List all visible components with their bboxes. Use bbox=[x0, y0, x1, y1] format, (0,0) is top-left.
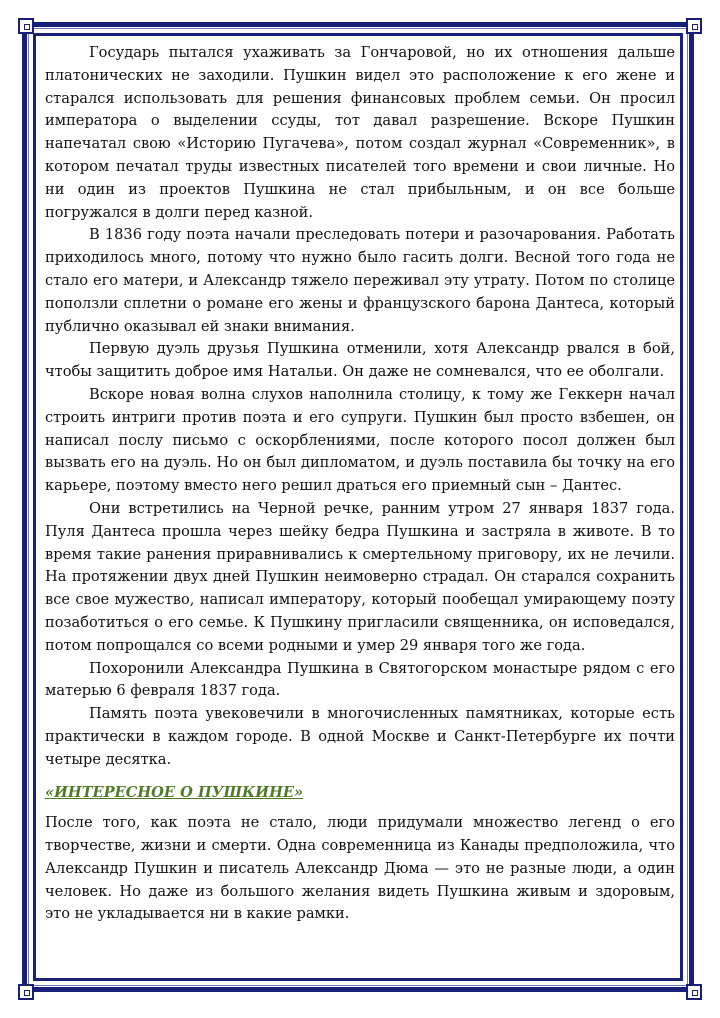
corner-ornament-bottom-left bbox=[18, 984, 34, 1000]
paragraph-burial: Похоронили Александра Пушкина в Святогорском монастыре рядом с его матерью 6 февраля 1837 года. bbox=[45, 659, 675, 700]
paragraph-first-duel: Первую дуэль друзья Пушкина отменили, хотя Александр рвался в бой, чтобы защитить доброе имя Натальи. Он даже не сомневался, что ее оболгали. bbox=[45, 340, 675, 381]
corner-ornament-bottom-right bbox=[686, 984, 702, 1000]
section-heading: «ИНТЕРЕСНОЕ О ПУШКИНЕ» bbox=[45, 783, 304, 801]
document-body bbox=[45, 42, 675, 926]
paragraph-black-river: Они встретились на Черной речке, ранним утром 27 января 1837 года. Пуля Дантеса прошла через шейку бедра Пушкина и застряла в животе. В то время такие ранения приравнивались к смертельному приговору, их не лечили. На протяжении двух дней Пушкин неимоверно страдал. Он старался сохранить все свое мужество, написал императору, который пообещал умирающему поэту позаботиться о его семье. К Пушкину пригласили священника, он исповедался, потом попрощался со всеми родными и умер 29 января того же года. bbox=[45, 499, 675, 654]
paragraph-1836: В 1836 году поэта начали преследовать потери и разочарования. Работать приходилось много, потому что нужно было гасить долги. Весной того года не стало его матери, и Александр тяжело переживал эту утрату. Потом по столице поползли сплетни о романе его жены и французского барона Дантеса, который публично оказывал ей знаки внимания. bbox=[45, 226, 675, 335]
paragraph-gosudar: Государь пытался ухаживать за Гончаровой, но их отношения дальше платонических не заходили. Пушкин видел это расположение к его жене и старался использовать для решения финансовых проблем семьи. Он просил императора о выделении ссуды, тот давал разрешение. Вскоре Пушкин напечатал свою «Историю Пугачева», потом создал журнал «Современник», в котором печатал труды известных писателей того времени и свои личные. Но ни один из проектов Пушкина не стал прибыльным, и он все больше погружался в долги перед казной. bbox=[45, 44, 675, 221]
paragraph-rumors: Вскоре новая волна слухов наполнила столицу, к тому же Геккерн начал строить интриги против поэта и его супруги. Пушкин был просто взбешен, он написал послу письмо с оскорблениями, после которого посол должен был вызвать его на дуэль. Но он был дипломатом, и дуэль поставила бы точку на его карьере, поэтому вместо него решил драться его приемный сын – Дантес. bbox=[45, 385, 675, 495]
corner-ornament-top-right bbox=[686, 18, 702, 34]
corner-ornament-top-left bbox=[18, 18, 34, 34]
paragraph-legends: После того, как поэта не стало, люди придумали множество легенд о его творчестве, жизни и смерти. Одна современница из Канады предположила, что Александр Пушкин и писатель Александр Дюма — это не разные люди, а один человек. Но даже из большого желания видеть Пушкина живым и здоровым, это не укладывается ни в какие рамки. bbox=[45, 814, 675, 923]
paragraph-memory: Память поэта увековечили в многочисленных памятниках, которые есть практически в каждом городе. В одной Москве и Санкт-Петербурге их почти четыре десятка. bbox=[45, 705, 675, 768]
